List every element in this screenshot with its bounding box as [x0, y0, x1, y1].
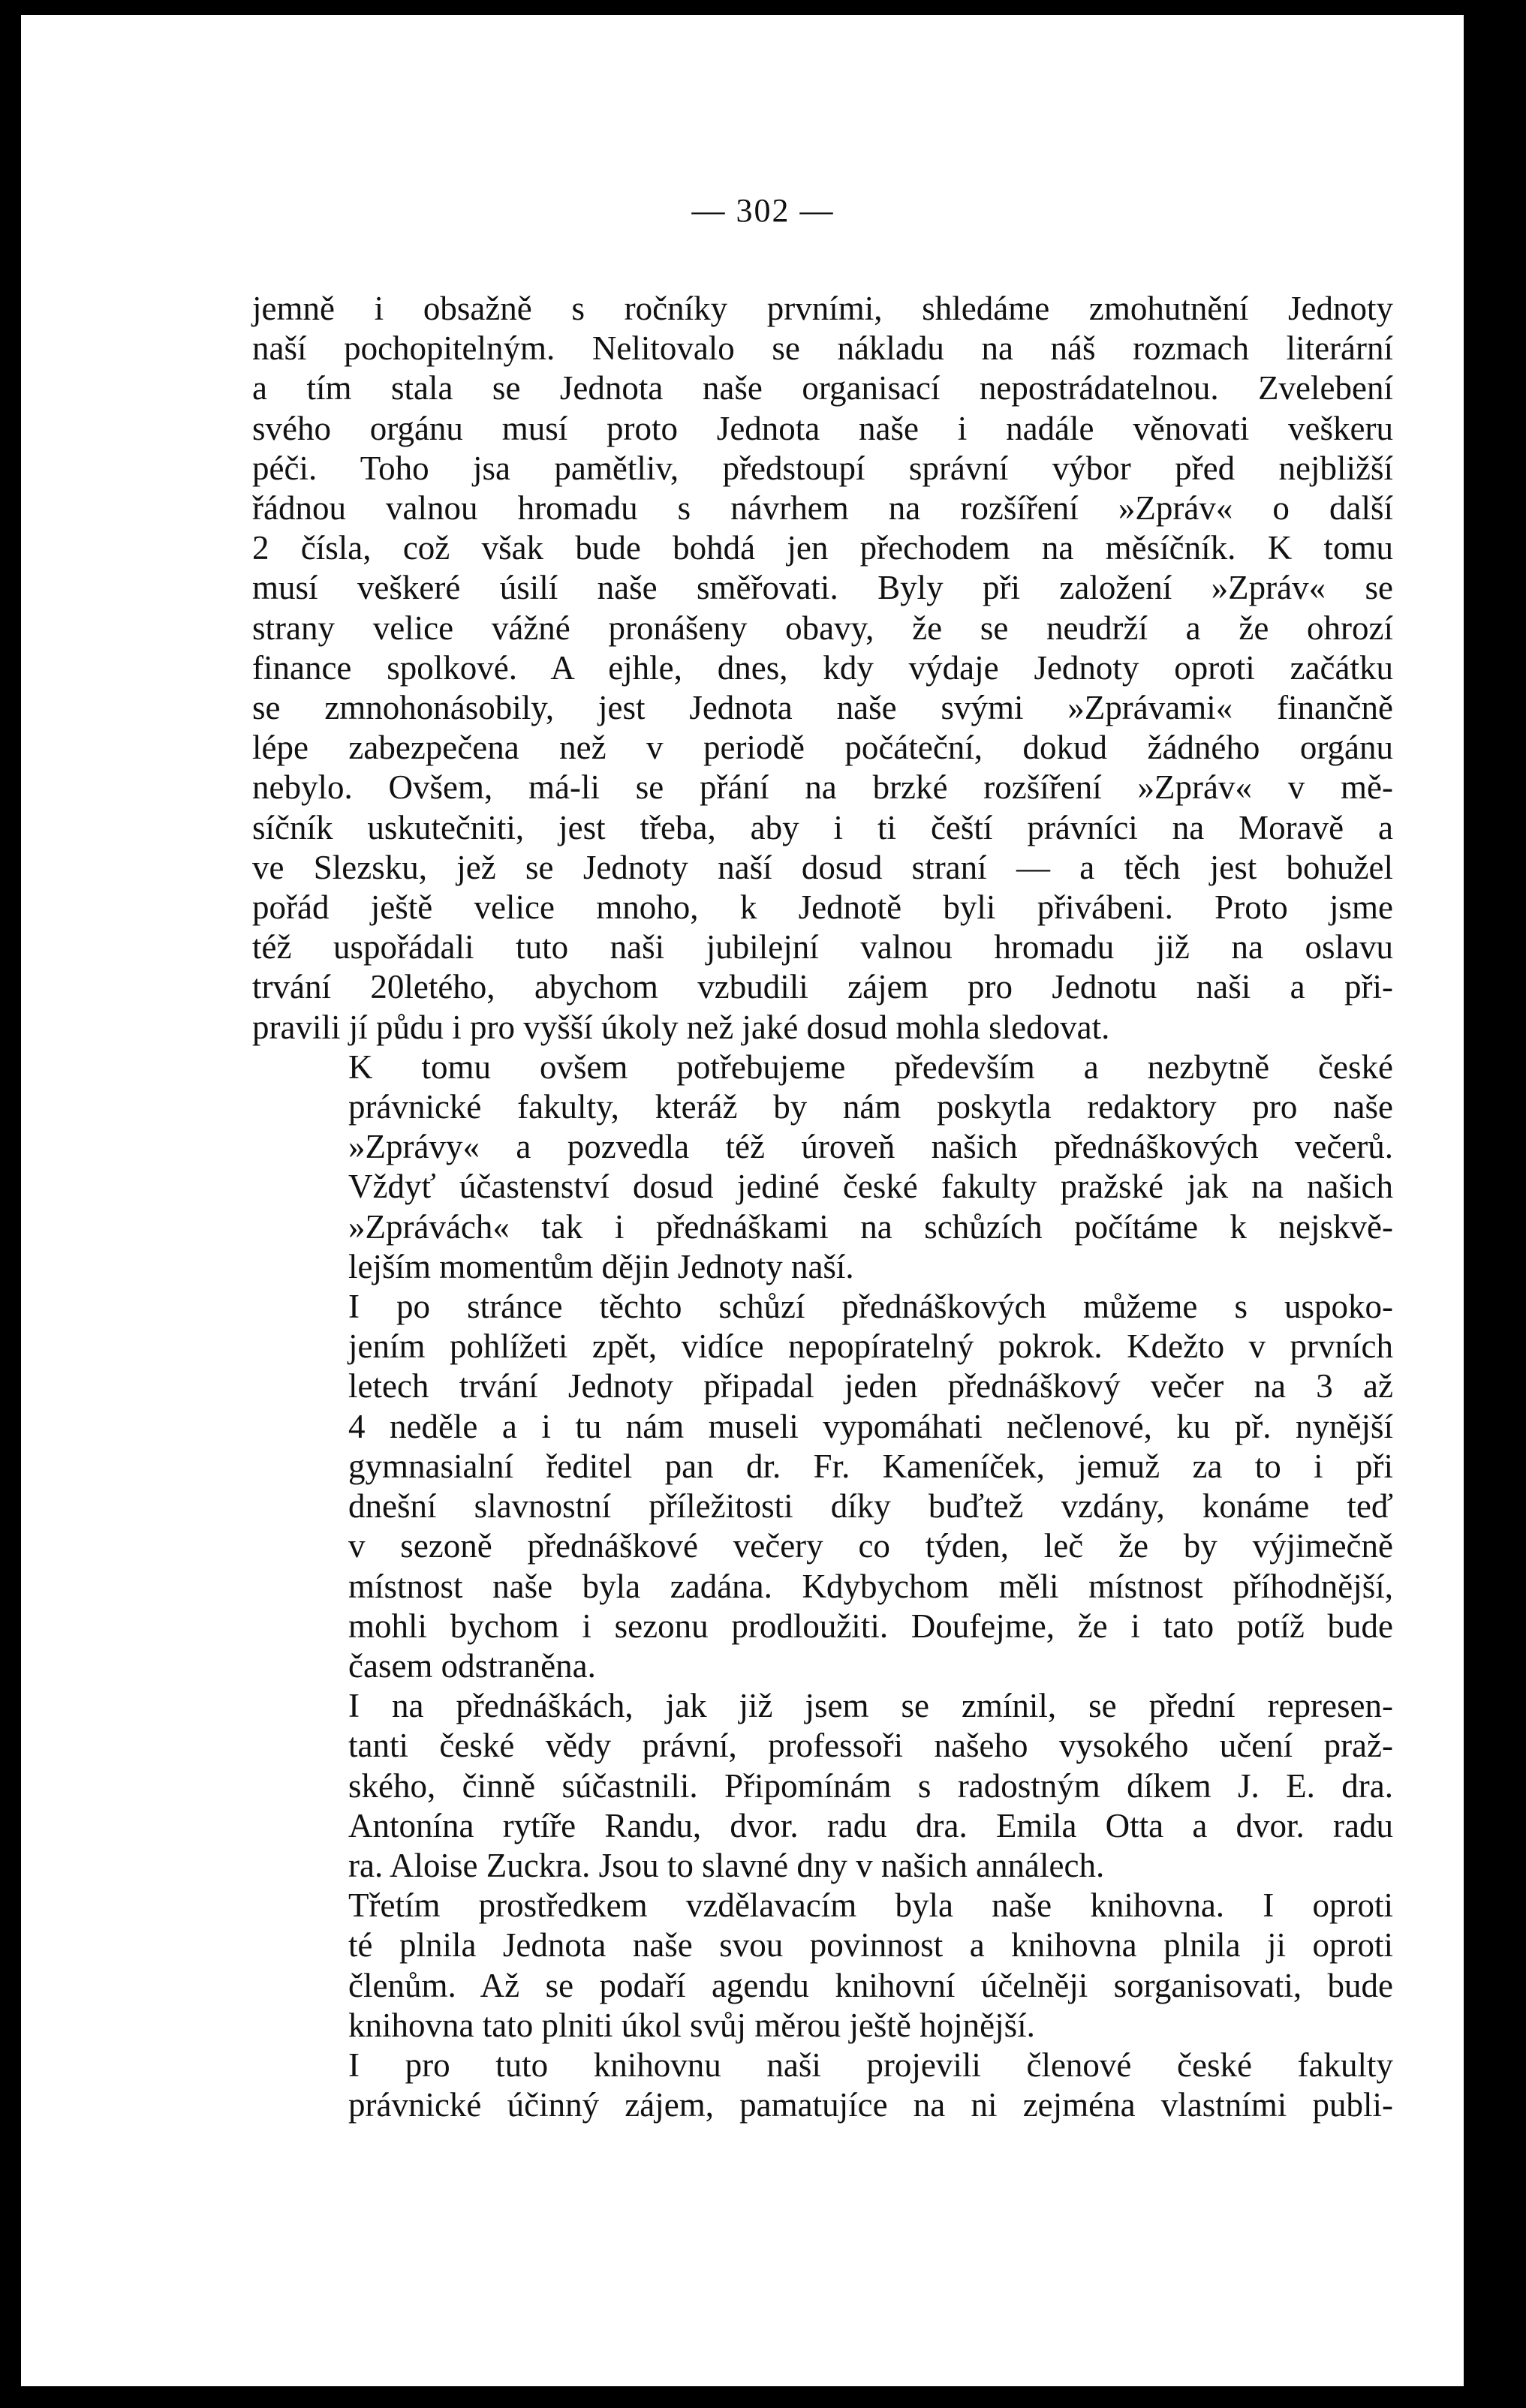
text-line: péči. Toho jsa pamětliv, předstoupí správní výbor před nejbližší	[252, 449, 1393, 487]
text-line: lejším momentům dějin Jednoty naší.	[348, 1247, 854, 1285]
text-line: »Zprávy« a pozvedla též úroveň našich přednáškových večerů.	[348, 1128, 1393, 1166]
text-line: knihovna tato plniti úkol svůj měrou ještě hojnější.	[348, 2006, 1035, 2044]
text-line: 4 neděle a i tu nám museli vypomáhati nečlenové, ku př. nynější	[348, 1407, 1393, 1445]
text-line: Vždyť účastenství dosud jediné české fakulty pražské jak na našich	[348, 1168, 1393, 1206]
text-line: svého orgánu musí proto Jednota naše i nadále věnovati veškeru	[252, 409, 1393, 447]
text-line: ského, činně súčastnili. Připomínám s radostným díkem J. E. dra.	[348, 1766, 1393, 1805]
text-line: gymnasialní ředitel pan dr. Fr. Kameníček, jemuž za to i při	[348, 1447, 1393, 1485]
text-line: právnické účinný zájem, pamatujíce na ni zejména vlastními publi-	[348, 2086, 1393, 2124]
text-line: lépe zabezpečena než v periodě počáteční, dokud žádného orgánu	[252, 729, 1393, 767]
text-line: musí veškeré úsilí naše směřovati. Byly při založení »Zpráv« se	[252, 569, 1393, 607]
text-line: trvání 20letého, abychom vzbudili zájem pro Jednotu naši a při-	[252, 968, 1393, 1006]
text-line: naší pochopitelným. Nelitovalo se nákladu na náš rozmach literární	[252, 329, 1393, 368]
text-line: nebylo. Ovšem, má-li se přání na brzké rozšíření »Zpráv« v mě-	[252, 768, 1393, 807]
text-line: pravili jí půdu i pro vyšší úkoly než jaké dosud mohla sledovat.	[252, 1008, 1110, 1046]
page-number: — 302 —	[691, 192, 835, 229]
text-line: Antonína rytíře Randu, dvor. radu dra. Emila Otta a dvor. radu	[348, 1806, 1393, 1844]
text-line: »Zprávách« tak i přednáškami na schůzích počítáme k nejskvě-	[348, 1207, 1393, 1246]
text-line: ra. Aloise Zuckra. Jsou to slavné dny v našich annálech.	[348, 1846, 1105, 1884]
text-line: 2 čísla, což však bude bohdá jen přechodem na měsíčník. K tomu	[252, 529, 1393, 567]
text-line: místnost naše byla zadána. Kdybychom měli místnost příhodnější,	[348, 1567, 1393, 1605]
text-line: časem odstraněna.	[348, 1646, 596, 1685]
paragraph	[252, 289, 1393, 1048]
text-line: členům. Až se podaří agendu knihovní účelněji sorganisovati, bude	[348, 1966, 1393, 2004]
text-line: finance spolkové. A ejhle, dnes, kdy výdaje Jednoty oproti začátku	[252, 648, 1393, 687]
text-line: jemně i obsažně s ročníky prvními, shledáme zmohutnění Jednoty	[252, 290, 1393, 327]
text-line: též uspořádali tuto naši jubilejní valnou hromadu již na oslavu	[252, 928, 1393, 967]
paragraph	[252, 2046, 1393, 2125]
text-line: I pro tuto knihovnu naši projevili členové české fakulty	[348, 2046, 1393, 2084]
text-line: jením pohlížeti zpět, vidíce nepopíratelný pokrok. Kdežto v prvních	[348, 1327, 1393, 1366]
paragraph	[252, 1886, 1393, 2046]
text-line: a tím stala se Jednota naše organisací nepostrádatelnou. Zvelebení	[252, 369, 1393, 407]
text-line: dnešní slavnostní příležitosti díky buďtež vzdány, konáme teď	[348, 1487, 1393, 1526]
text-line: ve Slezsku, jež se Jednoty naší dosud straní — a těch jest bohužel	[252, 848, 1393, 886]
text-line: se zmnohonásobily, jest Jednota naše svými »Zprávami« finančně	[252, 689, 1393, 727]
text-line: Třetím prostředkem vzdělavacím byla naše knihovna. I oproti	[348, 1886, 1393, 1925]
text-line: mohli bychom i sezonu prodloužiti. Doufejme, že i tato potíž bude	[348, 1607, 1393, 1645]
text-line: strany velice vážné pronášeny obavy, že se neudrží a že ohrozí	[252, 609, 1393, 647]
text-line: I po stránce těchto schůzí přednáškových můžeme s uspoko-	[348, 1288, 1393, 1326]
text-line: I na přednáškách, jak již jsem se zmínil, se přední represen-	[348, 1687, 1393, 1725]
text-line: síčník uskutečniti, jest třeba, aby i ti čeští právníci na Moravě a	[252, 808, 1393, 846]
paragraph	[252, 1048, 1393, 1287]
text-line: té plnila Jednota naše svou povinnost a knihovna plnila ji oproti	[348, 1926, 1393, 1965]
text-line: řádnou valnou hromadu s návrhem na rozšíření »Zpráv« o další	[252, 489, 1393, 528]
text-line: tanti české vědy právní, professoři našeho vysokého učení praž-	[348, 1727, 1393, 1765]
body-text	[252, 289, 1393, 2125]
paragraph	[252, 1686, 1393, 1886]
text-line: pořád ještě velice mnoho, k Jednotě byli přivábeni. Proto jsme	[252, 888, 1393, 927]
text-line: právnické fakulty, kteráž by nám poskytla redaktory pro naše	[348, 1088, 1393, 1126]
text-line: letech trvání Jednoty připadal jeden přednáškový večer na 3 až	[348, 1367, 1393, 1405]
paragraph	[252, 1287, 1393, 1686]
text-line: K tomu ovšem potřebujeme především a nezbytně české	[348, 1048, 1393, 1086]
text-line: v sezoně přednáškové večery co týden, leč že by výjimečně	[348, 1527, 1393, 1565]
